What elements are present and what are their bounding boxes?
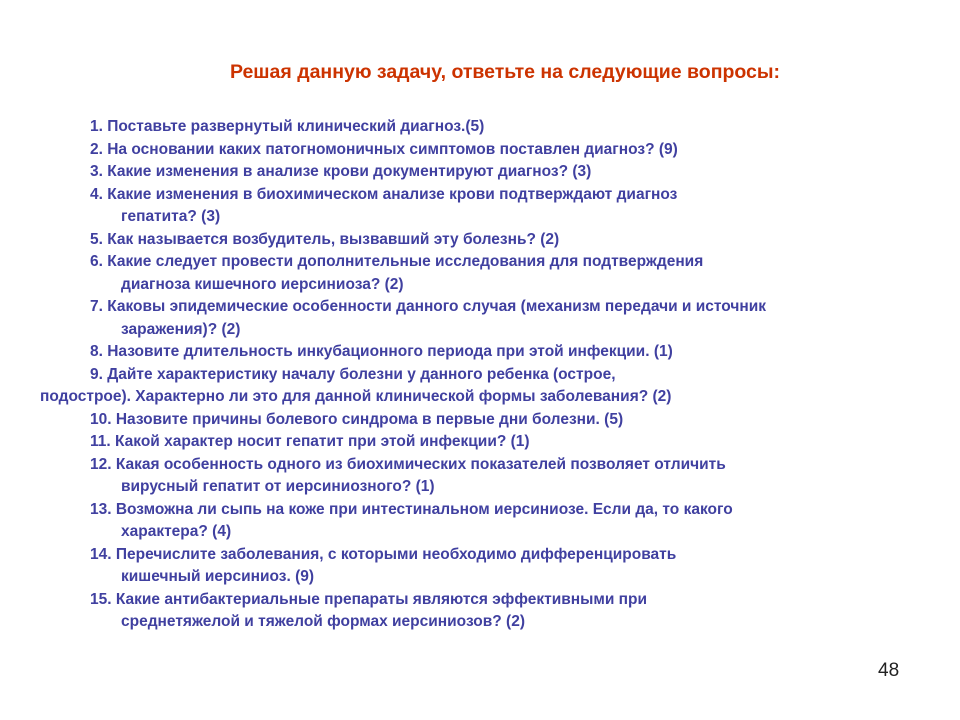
question-6-continuation: диагноза кишечного иерсиниоза? (2) [121,276,404,293]
question-7-line: 7. Каковы эпидемические особенности данного случая (механизм передачи и источник [90,298,766,315]
question-2-line: 2. На основании каких патогномоничных симптомов поставлен диагноз? (9) [90,141,678,158]
question-13-line: 13. Возможна ли сыпь на коже при интестинальном иерсиниозе. Если да, то какого [90,501,733,518]
question-3-line: 3. Какие изменения в анализе крови документируют диагноз? (3) [90,163,592,180]
question-15-continuation: среднетяжелой и тяжелой формах иерсиниозов? (2) [121,613,525,630]
question-4-line: 4. Какие изменения в биохимическом анализе крови подтверждают диагноз [90,186,678,203]
page-number: 48 [878,660,900,681]
question-14-line: 14. Перечислите заболевания, с которыми необходимо дифференцировать [90,546,677,563]
question-5-line: 5. Как называется возбудитель, вызвавший эту болезнь? (2) [90,231,560,248]
question-12-line: 12. Какая особенность одного из биохимических показателей позволяет отличить [90,456,726,473]
question-9-continuation: подострое). Характерно ли это для данной клинической формы заболевания? (2) [40,388,672,405]
question-4-continuation: гепатита? (3) [121,208,221,225]
question-10-line: 10. Назовите причины болевого синдрома в первые дни болезни. (5) [90,411,624,428]
question-13-continuation: характера? (4) [121,523,232,540]
question-1-line: 1. Поставьте развернутый клинический диагноз.(5) [90,118,485,135]
question-14-continuation: кишечный иерсиниоз. (9) [121,568,315,585]
question-9-line: 9. Дайте характеристику началу болезни у данного ребенка (острое, [90,366,616,383]
slide-title: Решая данную задачу, ответьте на следующие вопросы: [229,61,781,83]
question-6-line: 6. Какие следует провести дополнительные исследования для подтверждения [90,253,704,270]
question-15-line: 15. Какие антибактериальные препараты являются эффективными при [90,591,648,608]
question-8-line: 8. Назовите длительность инкубационного периода при этой инфекции. (1) [90,343,673,360]
question-11-line: 11. Какой характер носит гепатит при этой инфекции? (1) [90,433,530,450]
question-12-continuation: вирусный гепатит от иерсиниозного? (1) [121,478,435,495]
question-7-continuation: заражения)? (2) [121,321,241,338]
